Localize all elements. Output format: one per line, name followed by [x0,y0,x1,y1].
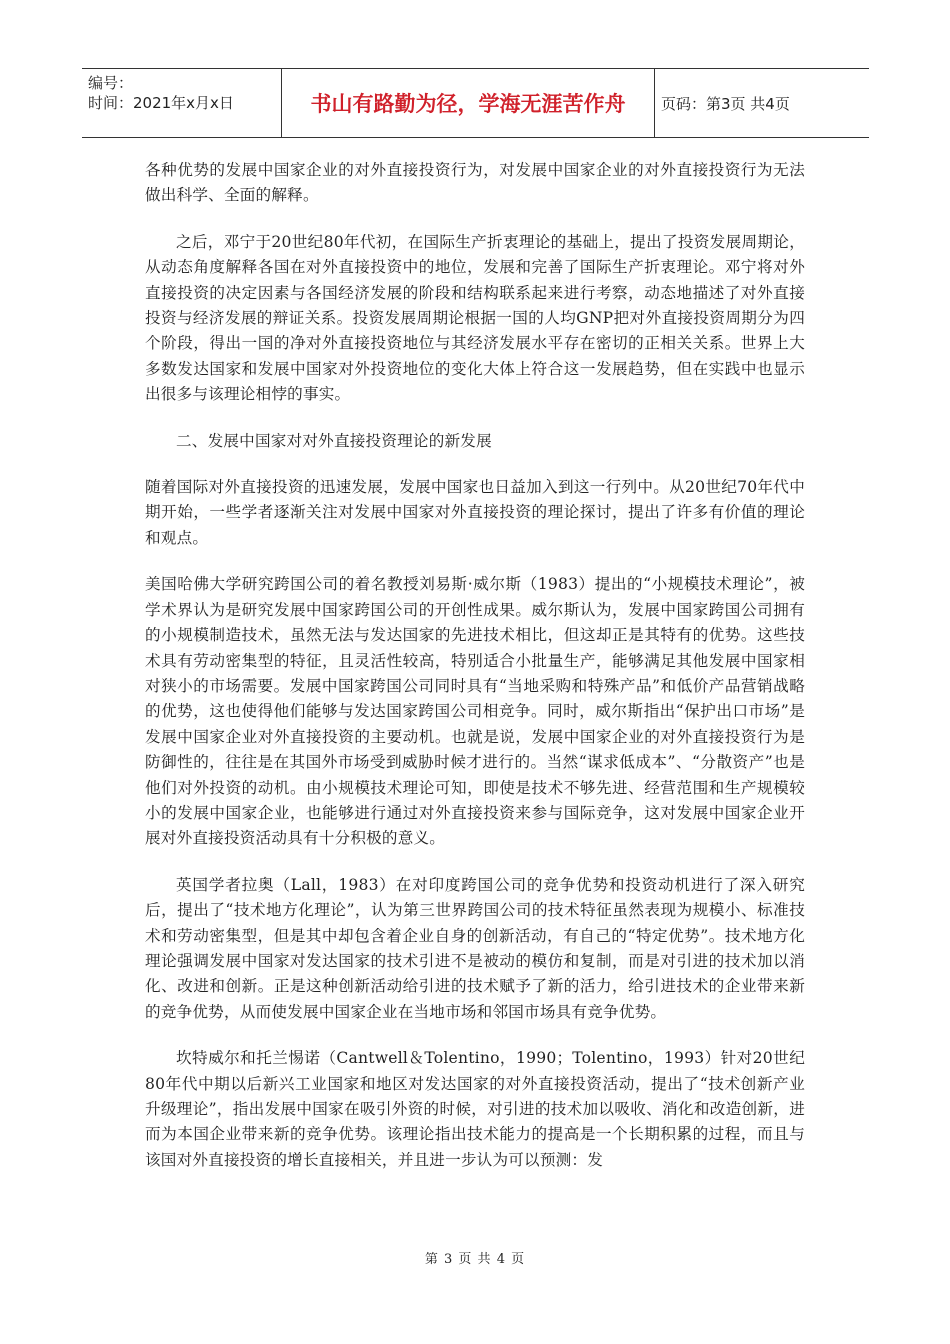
header-motto: 书山有路勤为径，学海无涯苦作舟 [282,69,655,137]
section-heading: 二、发展中国家对对外直接投资理论的新发展 [176,431,492,450]
header-meta [82,69,282,137]
document-body [145,158,805,1194]
page-header [82,68,869,138]
paragraph: 英国学者拉奥（Lall，1983）在对印度跨国公司的竞争优势和投资动机进行了深入研究后，提出了“技术地方化理论”，认为第三世界跨国公司的技术特征虽然表现为规模小、标准技术和劳动密集型，但是其中却包含着企业自身的创新活动，有自己的“特定优势”。技术地方化理论强调发展中国家对发达国家的技术引进不是被动的模仿和复制，而是对引进的技术加以消化、改进和创新。正是这种创新活动给引进的技术赋予了新的活力，给引进技术的企业带来新的竞争优势，从而使发展中国家企业在当地市场和邻国市场具有竞争优势。 [145,875,805,1021]
paragraph: 坎特威尔和托兰惕诺（Cantwell＆Tolentino，1990；Tolentino，1993）针对20世纪80年代中期以后新兴工业国家和地区对发达国家的对外直接投资活动，提出了“技术创新产业升级理论”，指出发展中国家在吸引外资的时候，对引进的技术加以吸收、消化和改造创新，进而为本国企业带来新的竞争优势。该理论指出技术能力的提高是一个长期积累的过程，而且与该国对外直接投资的增长直接相关，并且进一步认为可以预测：发 [145,1049,805,1169]
page-footer: 第 3 页 共 4 页 [424,1252,526,1267]
document-number-label: 编号： [88,74,134,92]
paragraph: 之后，邓宁于20世纪80年代初，在国际生产折衷理论的基础上，提出了投资发展周期论，从动态角度解释各国在对外直接投资中的地位，发展和完善了国际生产折衷理论。邓宁将对外直接投资的决定因素与各国经济发展的阶段和结构联系起来进行考察，动态地描述了对外直接投资与经济发展的辩证关系。投资发展周期论根据一国的人均GNP把对外直接投资周期分为四个阶段，得出一国的净对外直接投资地位与其经济发展水平存在密切的正相关关系。世界上大多数发达国家和发展中国家对外投资地位的变化大体上符合这一发展趋势，但在实践中也显示出很多与该理论相悖的事实。 [145,232,805,404]
paragraph: 随着国际对外直接投资的迅速发展，发展中国家也日益加入到这一行列中。从20世纪70年代中期开始，一些学者逐渐关注对发展中国家对外直接投资的理论探讨，提出了许多有价值的理论和观点。 [145,478,805,547]
header-page-info: 页码：第3页 共4页 [661,94,790,113]
document-date: 时间：2021年x月x日 [88,94,234,112]
paragraph: 美国哈佛大学研究跨国公司的着名教授刘易斯·威尔斯（1983）提出的“小规模技术理论”，被学术界认为是研究发展中国家跨国公司的开创性成果。威尔斯认为，发展中国家跨国公司拥有的小规模制造技术，虽然无法与发达国家的先进技术相比，但这却正是其特有的优势。这些技术具有劳动密集型的特征，且灵活性较高，特别适合小批量生产，能够满足其他发展中国家相对狭小的市场需要。发展中国家跨国公司同时具有“当地采购和特殊产品”和低价产品营销战略的优势，这也使得他们能够与发达国家跨国公司相竞争。同时，威尔斯指出“保护出口市场”是发展中国家企业对外直接投资的主要动机。也就是说，发展中国家企业的对外直接投资行为是防御性的，往往是在其国外市场受到威胁时候才进行的。当然“谋求低成本”、“分散资产”也是他们对外投资的动机。由小规模技术理论可知，即使是技术不够先进、经营范围和生产规模较小的发展中国家企业，也能够进行通过对外直接投资来参与国际竞争，这对发展中国家企业开展对外直接投资活动具有十分积极的意义。 [145,575,805,848]
paragraph: 各种优势的发展中国家企业的对外直接投资行为，对发展中国家企业的对外直接投资行为无法做出科学、全面的解释。 [145,161,805,205]
